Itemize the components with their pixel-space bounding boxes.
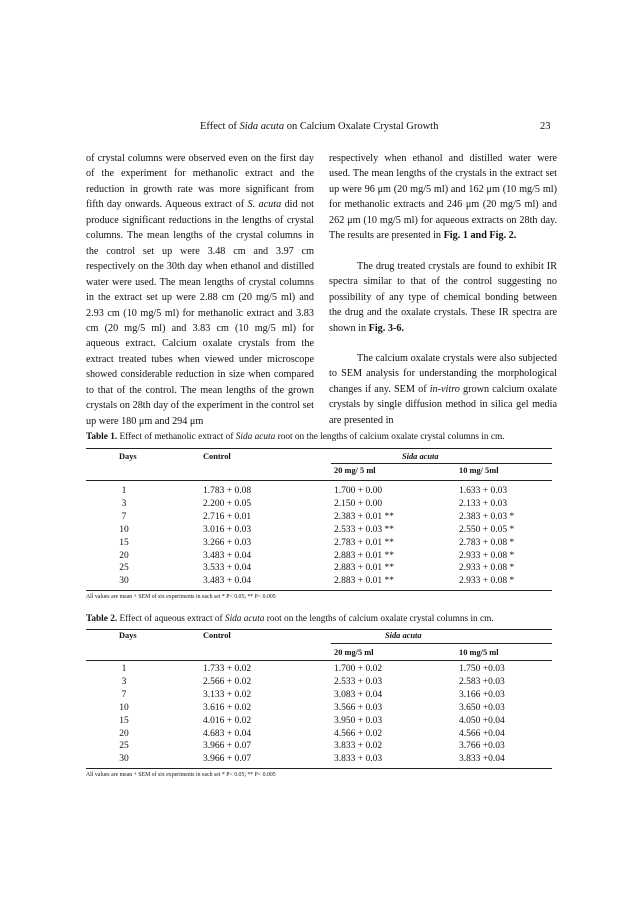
table1-bottom-rule bbox=[86, 590, 552, 591]
paragraph: of crystal columns were observed even on the first day of the experiment for methanolic extract and the reduction in growth rate was more significant from fifth day onwards. Aqueous extract of S. acuta did not produce significant reductions in the lengths of crystal columns. The mean lengths of the crystal columns in the control set up were 3.48 cm and 3.97 cm respectively on the 30th day when ethanol and distilled water were used. The mean lengths of crystal columns in the extract set up were 2.88 cm (20 mg/5 ml) and 2.93 cm (10 mg/5 ml) for methanolic extract and 3.83 cm (20 mg/5 ml) and 3.83 cm (10 mg/5 ml) for aqueous extract. Calcium oxalate crystals from the extract treated tubes when viewed under microscope showed considerable reduction in size when compared to that of the control. The mean lengths of the grown crystals on 28th day of the experiment in the control set up were 180 μm and 294 μm bbox=[86, 153, 315, 427]
table1-cell-control: 3.483 + 0.04 bbox=[203, 576, 252, 587]
table2-cell-control: 4.016 + 0.02 bbox=[203, 715, 252, 726]
table1-cell-col2: 2.933 + 0.08 * bbox=[459, 576, 515, 587]
paragraph: respectively when ethanol and distilled water were used. The mean lengths of the crystals in the extract set up were 96 μm (20 mg/5 ml) and 162 μm (10 mg/5 ml) for methanolic extracts and 246 μm (20 mg/5 ml) and 262 μm (10 mg/5 ml) for aqueous extracts on 28th day. The results are presented in Fig. 1 and Fig. 2. bbox=[329, 153, 557, 242]
table2-header-rule bbox=[86, 660, 552, 661]
table2-cell-col1: 3.833 + 0.02 bbox=[334, 741, 383, 752]
table2-cell-days: 30 bbox=[119, 754, 129, 765]
table2-cell-col1: 3.950 + 0.03 bbox=[334, 715, 383, 726]
table1-cell-col1: 2.150 + 0.00 bbox=[334, 498, 383, 509]
table1-cell-col2: 2.933 + 0.08 * bbox=[459, 563, 515, 574]
table1-header-control: Control bbox=[203, 452, 231, 461]
table2-cell-col2: 2.583 +0.03 bbox=[459, 676, 505, 687]
table1-cell-control: 3.266 + 0.03 bbox=[203, 537, 252, 548]
table2-cell-days: 20 bbox=[119, 728, 129, 739]
table2-header-col1: 20 mg/5 ml bbox=[334, 648, 374, 657]
table2-cell-control: 2.566 + 0.02 bbox=[203, 676, 252, 687]
table1-header-col2: 10 mg/ 5ml bbox=[459, 466, 499, 475]
table2-cell-col2: 1.750 +0.03 bbox=[459, 664, 505, 674]
table2-cell-col2: 4.566 +0.04 bbox=[459, 728, 505, 739]
table2-header-days: Days bbox=[119, 631, 137, 640]
table2-bottom-rule bbox=[86, 768, 552, 769]
table2-cell-control: 3.966 + 0.07 bbox=[203, 754, 252, 765]
table2-cell-days: 25 bbox=[119, 741, 129, 752]
table1-cell-control: 3.533 + 0.04 bbox=[203, 563, 252, 574]
table2-cell-days: 3 bbox=[121, 676, 127, 687]
table1-header-days: Days bbox=[119, 452, 137, 461]
table2-cell-days: 10 bbox=[119, 702, 129, 713]
table1-cell-control: 2.716 + 0.01 bbox=[203, 511, 252, 522]
table2-group-rule bbox=[331, 643, 552, 644]
table2-header-control: Control bbox=[203, 631, 231, 640]
table1-cell-col1: 2.533 + 0.03 ** bbox=[334, 524, 394, 535]
table1-cell-col2: 2.550 + 0.05 * bbox=[459, 524, 515, 535]
table1-cell-control: 3.016 + 0.03 bbox=[203, 524, 252, 535]
table2-cell-col1: 2.533 + 0.03 bbox=[334, 676, 383, 687]
table1-caption: Table 1. Effect of methanolic extract of Sida acuta root on the lengths of calcium oxalate crystal columns in cm. bbox=[86, 432, 505, 442]
table2-cell-col2: 3.166 +0.03 bbox=[459, 689, 505, 700]
table2-cell-col1: 3.833 + 0.03 bbox=[334, 754, 383, 765]
table2-cell-col2: 4.050 +0.04 bbox=[459, 715, 505, 726]
table1-cell-days: 25 bbox=[119, 563, 129, 574]
table1-cell-col2: 2.933 + 0.08 * bbox=[459, 550, 515, 561]
table1-cell-control: 3.483 + 0.04 bbox=[203, 550, 252, 561]
table1-footnote: All values are mean + SEM of six experiments in each set * P< 0.05; ** P< 0.005 bbox=[86, 594, 276, 600]
table2-header-group: Sida acuta bbox=[385, 631, 422, 640]
table2-cell-control: 3.616 + 0.02 bbox=[203, 702, 252, 713]
table1-cell-col1: 2.883 + 0.01 ** bbox=[334, 576, 394, 587]
table1-header-col1: 20 mg/ 5 ml bbox=[334, 466, 376, 475]
table1-cell-col2: 2.133 + 0.03 bbox=[459, 498, 508, 509]
table1-cell-col1: 2.383 + 0.01 ** bbox=[334, 511, 394, 522]
table2-cell-col2: 3.650 +0.03 bbox=[459, 702, 505, 713]
table1-group-rule bbox=[331, 463, 552, 464]
table2-cell-days: 15 bbox=[119, 715, 129, 726]
table1-cell-control: 2.200 + 0.05 bbox=[203, 498, 252, 509]
table2-top-rule bbox=[86, 629, 552, 630]
table2-cell-days: 1 bbox=[121, 664, 127, 674]
table1-cell-days: 30 bbox=[119, 576, 129, 587]
table2-cell-control: 1.733 + 0.02 bbox=[203, 664, 252, 674]
body-column-left bbox=[86, 151, 314, 429]
table2-cell-col1: 1.700 + 0.02 bbox=[334, 664, 383, 674]
table2-footnote: All values are mean + SEM of six experiments in each set * P< 0.05; ** P< 0.005 bbox=[86, 772, 276, 778]
page-number: 23 bbox=[540, 121, 551, 132]
table1-cell-col1: 2.883 + 0.01 ** bbox=[334, 550, 394, 561]
table1-header-group: Sida acuta bbox=[402, 452, 439, 461]
paragraph: The drug treated crystals are found to exhibit IR spectra similar to that of the control suggesting no possibility of any type of chemical bonding between the drug and the oxalate crystals. These IR spectra are shown in Fig. 3-6. bbox=[329, 260, 557, 334]
table1-cell-days: 20 bbox=[119, 550, 129, 561]
table1-cell-control: 1.783 + 0.08 bbox=[203, 486, 252, 496]
table1-header-rule bbox=[86, 480, 552, 481]
body-column-right bbox=[329, 151, 557, 428]
table2-cell-days: 7 bbox=[121, 689, 127, 700]
table2-cell-col1: 3.566 + 0.03 bbox=[334, 702, 383, 713]
table1-cell-col2: 2.783 + 0.08 * bbox=[459, 537, 515, 548]
table2-caption: Table 2. Effect of aqueous extract of Sida acuta root on the lengths of calcium oxalate crystal columns in cm. bbox=[86, 614, 494, 624]
table1-cell-days: 10 bbox=[119, 524, 129, 535]
table1-cell-col2: 1.633 + 0.03 bbox=[459, 486, 508, 496]
table1-cell-col1: 2.883 + 0.01 ** bbox=[334, 563, 394, 574]
table1-top-rule bbox=[86, 448, 552, 449]
table1-cell-days: 7 bbox=[121, 511, 127, 522]
table2-cell-control: 3.966 + 0.07 bbox=[203, 741, 252, 752]
running-header bbox=[0, 121, 638, 135]
table1-cell-days: 15 bbox=[119, 537, 129, 548]
table1-cell-days: 3 bbox=[121, 498, 127, 509]
table1-cell-col1: 1.700 + 0.00 bbox=[334, 486, 383, 496]
paragraph: The calcium oxalate crystals were also subjected to SEM analysis for understanding the morphological changes if any. SEM of in-vitro grown calcium oxalate crystals by single diffusion method in silica gel media are presented in bbox=[329, 352, 557, 426]
table1-cell-col1: 2.783 + 0.01 ** bbox=[334, 537, 394, 548]
table2-cell-control: 3.133 + 0.02 bbox=[203, 689, 252, 700]
table2-header-col2: 10 mg/5 ml bbox=[459, 648, 499, 657]
table2-cell-col1: 3.083 + 0.04 bbox=[334, 689, 383, 700]
table1-cell-days: 1 bbox=[121, 486, 127, 496]
table2-cell-control: 4.683 + 0.04 bbox=[203, 728, 252, 739]
running-title: Effect of Sida acuta on Calcium Oxalate Crystal Growth bbox=[200, 121, 439, 132]
table2-cell-col1: 4.566 + 0.02 bbox=[334, 728, 383, 739]
table2-cell-col2: 3.766 +0.03 bbox=[459, 741, 505, 752]
table1-cell-col2: 2.383 + 0.03 * bbox=[459, 511, 515, 522]
table2-cell-col2: 3.833 +0.04 bbox=[459, 754, 505, 765]
